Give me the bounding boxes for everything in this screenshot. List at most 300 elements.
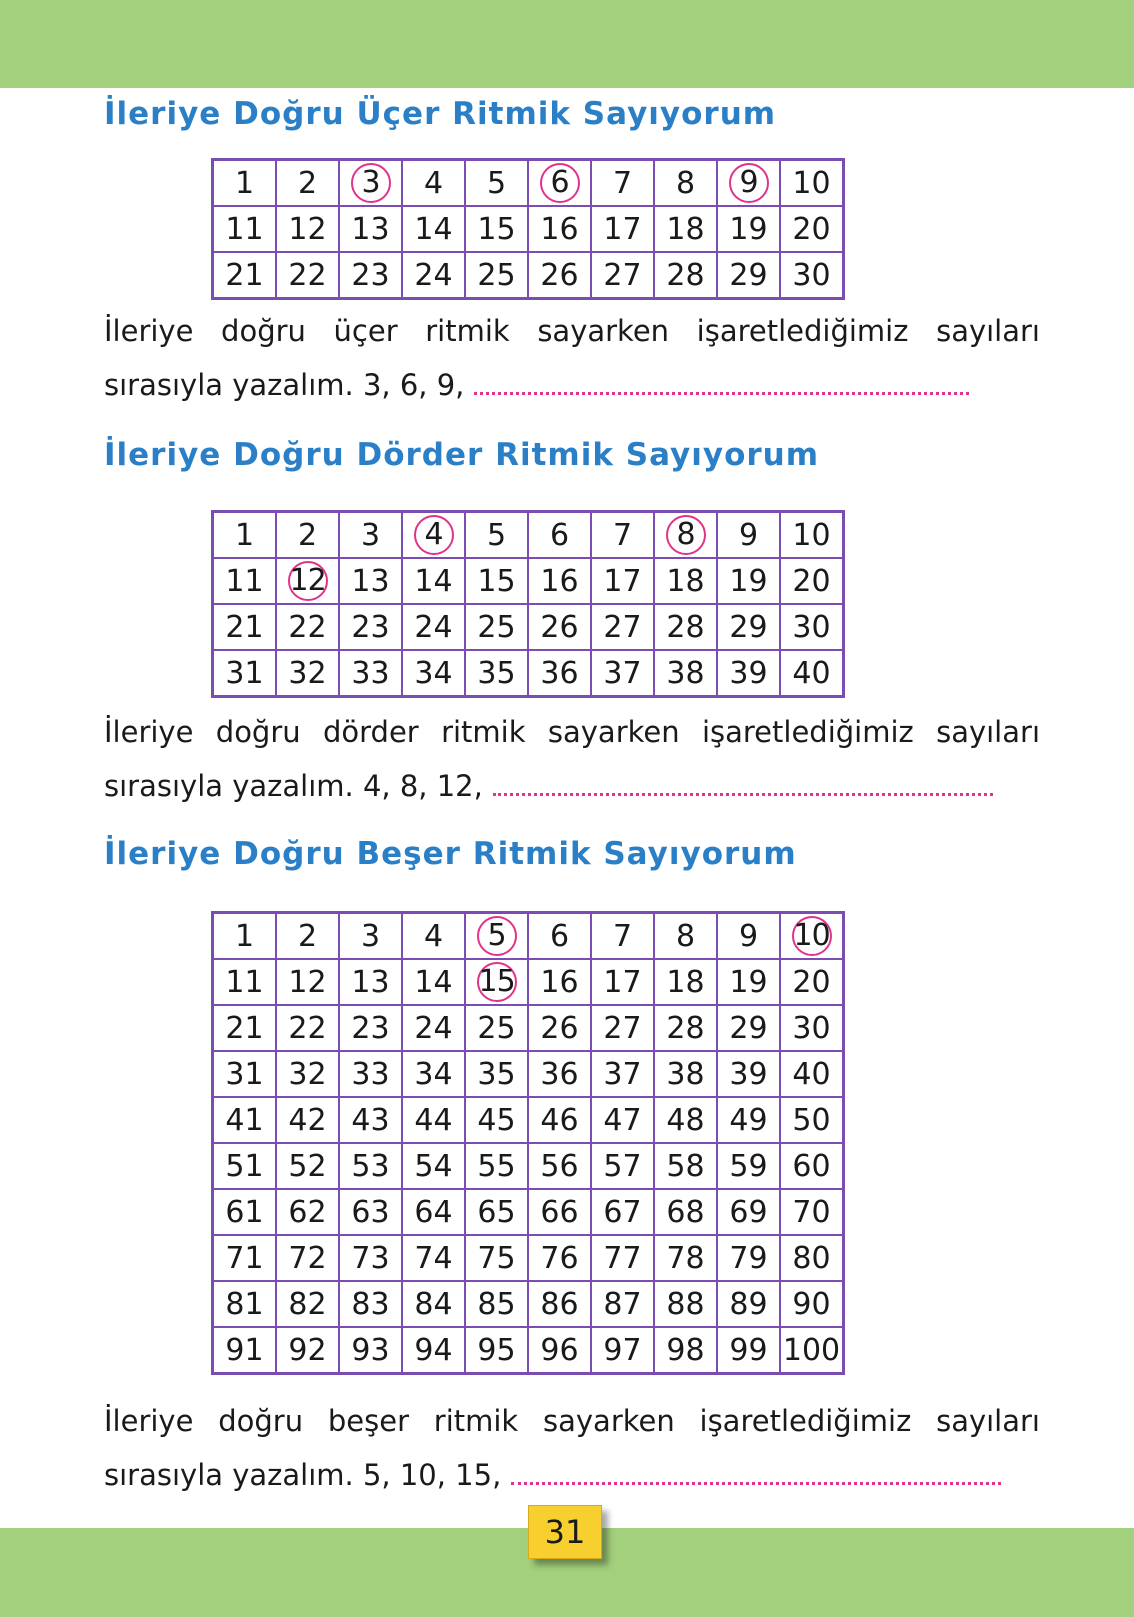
answer-prefix: sırasıyla yazalım. 5, 10, 15, <box>104 1458 502 1492</box>
grid-cell[interactable] <box>465 959 528 1005</box>
grid-cell[interactable] <box>591 1281 654 1327</box>
grid-cell[interactable] <box>465 160 528 207</box>
grid-number: 68 <box>666 1194 705 1230</box>
grid-cell[interactable] <box>591 1189 654 1235</box>
grid-cell[interactable] <box>402 913 465 960</box>
grid-cell[interactable] <box>717 1143 780 1189</box>
grid-cell[interactable] <box>402 206 465 252</box>
grid-number: 44 <box>414 1102 453 1138</box>
grid-number: 26 <box>540 257 579 293</box>
grid-cell[interactable] <box>717 604 780 650</box>
grid-cell[interactable] <box>780 558 844 604</box>
grid-number: 20 <box>792 211 831 247</box>
grid-number: 28 <box>666 257 705 293</box>
grid-number: 6 <box>549 517 570 553</box>
instruction-line-1: İleriye doğru dörder ritmik sayarken işaretlediğimiz sayıları <box>104 715 1040 749</box>
grid-cell[interactable] <box>465 206 528 252</box>
grid-number: 3 <box>360 517 381 553</box>
grid-row <box>213 512 844 559</box>
circled-number: 3 <box>351 163 391 203</box>
grid-cell[interactable] <box>654 1281 717 1327</box>
grid-cell[interactable] <box>528 1097 591 1143</box>
grid-number: 14 <box>414 964 453 1000</box>
grid-cell[interactable] <box>276 512 339 559</box>
grid-cell[interactable] <box>213 1235 277 1281</box>
grid-cell[interactable] <box>780 604 844 650</box>
grid-cell[interactable] <box>591 252 654 299</box>
grid-cell[interactable] <box>591 1051 654 1097</box>
grid-cell[interactable] <box>717 206 780 252</box>
grid-cell[interactable] <box>276 1235 339 1281</box>
grid-number: 98 <box>666 1332 705 1368</box>
grid-cell[interactable] <box>402 1281 465 1327</box>
grid-row <box>213 160 844 207</box>
grid-number: 1 <box>234 517 255 553</box>
grid-cell[interactable] <box>780 1051 844 1097</box>
grid-number: 28 <box>666 609 705 645</box>
grid-number: 13 <box>351 211 390 247</box>
grid-number: 75 <box>477 1240 516 1276</box>
grid-cell[interactable] <box>654 1097 717 1143</box>
grid-cell[interactable] <box>654 558 717 604</box>
instruction-line-2 <box>104 1448 1040 1502</box>
grid-cell[interactable] <box>402 1327 465 1374</box>
grid-number: 2 <box>297 165 318 201</box>
grid-cell[interactable] <box>465 1005 528 1051</box>
grid-number: 26 <box>540 609 579 645</box>
circled-number: 12 <box>288 561 328 601</box>
grid-number: 21 <box>225 257 264 293</box>
grid-cell[interactable] <box>780 160 844 207</box>
grid-cell[interactable] <box>780 252 844 299</box>
grid-number: 56 <box>540 1148 579 1184</box>
grid-cell[interactable] <box>402 1097 465 1143</box>
grid-cell[interactable] <box>654 913 717 960</box>
grid-cell[interactable] <box>717 1327 780 1374</box>
grid-cell[interactable] <box>276 558 339 604</box>
grid-number: 30 <box>792 1010 831 1046</box>
grid-cell[interactable] <box>402 1143 465 1189</box>
grid-number: 29 <box>729 609 768 645</box>
grid-cell[interactable] <box>654 650 717 697</box>
grid-cell[interactable] <box>591 206 654 252</box>
grid-cell[interactable] <box>717 1051 780 1097</box>
grid-number: 31 <box>225 655 264 691</box>
grid-cell[interactable] <box>591 1327 654 1374</box>
grid-cell[interactable] <box>465 252 528 299</box>
grid-number: 32 <box>288 655 327 691</box>
grid-cell[interactable] <box>717 1235 780 1281</box>
grid-cell[interactable] <box>339 1143 402 1189</box>
instruction-threes <box>104 304 1040 412</box>
grid-number: 17 <box>603 563 642 599</box>
grid-row <box>213 1143 844 1189</box>
grid-cell[interactable] <box>780 1235 844 1281</box>
grid-cell[interactable] <box>276 206 339 252</box>
grid-number: 31 <box>225 1056 264 1092</box>
grid-number: 89 <box>729 1286 768 1322</box>
grid-cell[interactable] <box>780 650 844 697</box>
grid-number: 24 <box>414 1010 453 1046</box>
grid-cell[interactable] <box>402 604 465 650</box>
grid-number: 30 <box>792 609 831 645</box>
grid-number: 41 <box>225 1102 264 1138</box>
grid-row <box>213 1097 844 1143</box>
grid-number: 39 <box>729 655 768 691</box>
grid-cell[interactable] <box>591 1097 654 1143</box>
grid-number: 3 <box>360 918 381 954</box>
grid-number: 52 <box>288 1148 327 1184</box>
grid-row <box>213 604 844 650</box>
grid-number: 2 <box>297 918 318 954</box>
instruction-fours <box>104 705 1040 813</box>
grid-cell[interactable] <box>654 959 717 1005</box>
grid-cell[interactable] <box>213 206 277 252</box>
answer-blank[interactable] <box>511 1482 1001 1485</box>
grid-cell[interactable] <box>465 1189 528 1235</box>
grid-cell[interactable] <box>591 1235 654 1281</box>
grid-number: 55 <box>477 1148 516 1184</box>
grid-cell[interactable] <box>402 512 465 559</box>
grid-cell[interactable] <box>528 512 591 559</box>
circled-number: 6 <box>540 163 580 203</box>
grid-cell[interactable] <box>654 206 717 252</box>
grid-cell[interactable] <box>591 512 654 559</box>
grid-cell[interactable] <box>780 1327 844 1374</box>
grid-cell[interactable] <box>213 1189 277 1235</box>
grid-cell[interactable] <box>339 959 402 1005</box>
grid-cell[interactable] <box>528 1235 591 1281</box>
grid-cell[interactable] <box>339 1189 402 1235</box>
grid-cell[interactable] <box>717 959 780 1005</box>
grid-number: 91 <box>225 1332 264 1368</box>
grid-cell[interactable] <box>402 252 465 299</box>
grid-cell[interactable] <box>654 1327 717 1374</box>
grid-number: 37 <box>603 655 642 691</box>
grid-cell[interactable] <box>591 650 654 697</box>
grid-cell[interactable] <box>402 558 465 604</box>
grid-cell[interactable] <box>654 512 717 559</box>
grid-number: 4 <box>423 165 444 201</box>
grid-cell[interactable] <box>717 913 780 960</box>
grid-cell[interactable] <box>780 1189 844 1235</box>
grid-cell[interactable] <box>339 1051 402 1097</box>
answer-blank[interactable] <box>493 793 993 796</box>
grid-cell[interactable] <box>780 206 844 252</box>
grid-cell[interactable] <box>465 512 528 559</box>
grid-cell[interactable] <box>465 650 528 697</box>
grid-cell[interactable] <box>717 1005 780 1051</box>
grid-number: 46 <box>540 1102 579 1138</box>
grid-number: 9 <box>738 918 759 954</box>
grid-cell[interactable] <box>339 160 402 207</box>
grid-cell[interactable] <box>465 1051 528 1097</box>
grid-number: 38 <box>666 655 705 691</box>
grid-cell[interactable] <box>213 1051 277 1097</box>
grid-cell[interactable] <box>339 206 402 252</box>
grid-number: 54 <box>414 1148 453 1184</box>
grid-number: 39 <box>729 1056 768 1092</box>
grid-cell[interactable] <box>780 913 844 960</box>
grid-row <box>213 1051 844 1097</box>
page-number: 31 <box>528 1505 602 1559</box>
grid-number: 8 <box>675 918 696 954</box>
grid-number: 27 <box>603 257 642 293</box>
grid-cell[interactable] <box>591 160 654 207</box>
grid-cell[interactable] <box>339 1097 402 1143</box>
grid-cell[interactable] <box>339 1005 402 1051</box>
grid-cell[interactable] <box>276 1051 339 1097</box>
grid-cell[interactable] <box>528 1005 591 1051</box>
grid-cell[interactable] <box>213 558 277 604</box>
grid-cell[interactable] <box>780 1005 844 1051</box>
grid-cell[interactable] <box>528 650 591 697</box>
grid-number: 67 <box>603 1194 642 1230</box>
grid-cell[interactable] <box>717 252 780 299</box>
grid-cell[interactable] <box>528 1327 591 1374</box>
grid-cell[interactable] <box>402 959 465 1005</box>
grid-cell[interactable] <box>528 913 591 960</box>
grid-number: 33 <box>351 1056 390 1092</box>
grid-number: 15 <box>477 211 516 247</box>
grid-number: 43 <box>351 1102 390 1138</box>
grid-cell[interactable] <box>465 1281 528 1327</box>
grid-cell[interactable] <box>213 913 277 960</box>
grid-cell[interactable] <box>465 1097 528 1143</box>
grid-number: 83 <box>351 1286 390 1322</box>
grid-number: 7 <box>612 165 633 201</box>
grid-number: 47 <box>603 1102 642 1138</box>
grid-cell[interactable] <box>654 1143 717 1189</box>
grid-number: 30 <box>792 257 831 293</box>
grid-cell[interactable] <box>276 252 339 299</box>
grid-cell[interactable] <box>654 604 717 650</box>
grid-cell[interactable] <box>276 604 339 650</box>
grid-number: 53 <box>351 1148 390 1184</box>
grid-number: 24 <box>414 257 453 293</box>
grid-number: 27 <box>603 1010 642 1046</box>
grid-number: 11 <box>225 211 264 247</box>
grid-cell[interactable] <box>213 1281 277 1327</box>
grid-cell[interactable] <box>528 206 591 252</box>
grid-number: 65 <box>477 1194 516 1230</box>
grid-cell[interactable] <box>465 1235 528 1281</box>
circled-number: 9 <box>729 163 769 203</box>
grid-cell[interactable] <box>339 650 402 697</box>
grid-cell[interactable] <box>213 1143 277 1189</box>
grid-cell[interactable] <box>402 160 465 207</box>
grid-cell[interactable] <box>528 959 591 1005</box>
grid-cell[interactable] <box>339 558 402 604</box>
grid-number: 19 <box>729 211 768 247</box>
grid-row <box>213 913 844 960</box>
grid-cell[interactable] <box>717 650 780 697</box>
grid-cell[interactable] <box>528 160 591 207</box>
grid-cell[interactable] <box>780 1097 844 1143</box>
grid-cell[interactable] <box>465 1143 528 1189</box>
heading-counting-by-fives: İleriye Doğru Beşer Ritmik Sayıyorum <box>104 836 797 872</box>
grid-number: 25 <box>477 609 516 645</box>
grid-number: 21 <box>225 1010 264 1046</box>
answer-blank[interactable] <box>474 392 969 395</box>
grid-cell[interactable] <box>528 1189 591 1235</box>
grid-number: 60 <box>792 1148 831 1184</box>
grid-cell[interactable] <box>213 604 277 650</box>
grid-number: 19 <box>729 563 768 599</box>
grid-number: 10 <box>792 165 831 201</box>
grid-cell[interactable] <box>276 1143 339 1189</box>
grid-cell[interactable] <box>717 1189 780 1235</box>
grid-cell[interactable] <box>276 1097 339 1143</box>
grid-number: 78 <box>666 1240 705 1276</box>
grid-cell[interactable] <box>339 1235 402 1281</box>
grid-cell[interactable] <box>276 650 339 697</box>
grid-cell[interactable] <box>276 913 339 960</box>
grid-number: 50 <box>792 1102 831 1138</box>
grid-number: 76 <box>540 1240 579 1276</box>
grid-number: 24 <box>414 609 453 645</box>
grid-cell[interactable] <box>528 1143 591 1189</box>
grid-cell[interactable] <box>339 1281 402 1327</box>
grid-cell[interactable] <box>339 1327 402 1374</box>
grid-row <box>213 252 844 299</box>
grid-number: 16 <box>540 563 579 599</box>
grid-cell[interactable] <box>276 1005 339 1051</box>
grid-number: 69 <box>729 1194 768 1230</box>
grid-cell[interactable] <box>591 913 654 960</box>
grid-number: 23 <box>351 1010 390 1046</box>
grid-cell[interactable] <box>213 1327 277 1374</box>
grid-number: 25 <box>477 257 516 293</box>
grid-cell[interactable] <box>465 1327 528 1374</box>
grid-number: 15 <box>477 563 516 599</box>
grid-number: 28 <box>666 1010 705 1046</box>
grid-cell[interactable] <box>402 1051 465 1097</box>
grid-number: 93 <box>351 1332 390 1368</box>
grid-cell[interactable] <box>339 252 402 299</box>
grid-row <box>213 206 844 252</box>
grid-number: 19 <box>729 964 768 1000</box>
grid-cell[interactable] <box>213 512 277 559</box>
grid-cell[interactable] <box>717 558 780 604</box>
grid-cell[interactable] <box>780 1143 844 1189</box>
grid-cell[interactable] <box>276 1327 339 1374</box>
grid-number: 63 <box>351 1194 390 1230</box>
grid-cell[interactable] <box>780 1281 844 1327</box>
grid-number: 73 <box>351 1240 390 1276</box>
grid-cell[interactable] <box>402 1189 465 1235</box>
grid-cell[interactable] <box>591 558 654 604</box>
grid-cell[interactable] <box>213 1097 277 1143</box>
grid-cell[interactable] <box>276 160 339 207</box>
grid-cell[interactable] <box>528 604 591 650</box>
grid-number: 79 <box>729 1240 768 1276</box>
grid-cell[interactable] <box>528 558 591 604</box>
grid-cell[interactable] <box>591 604 654 650</box>
grid-cell[interactable] <box>591 959 654 1005</box>
grid-number: 17 <box>603 964 642 1000</box>
grid-number: 61 <box>225 1194 264 1230</box>
grid-number: 36 <box>540 1056 579 1092</box>
grid-cell[interactable] <box>654 1005 717 1051</box>
grid-number: 9 <box>738 517 759 553</box>
grid-cell[interactable] <box>717 512 780 559</box>
grid-number: 22 <box>288 609 327 645</box>
grid-cell[interactable] <box>654 252 717 299</box>
grid-cell[interactable] <box>717 1097 780 1143</box>
grid-cell[interactable] <box>654 1189 717 1235</box>
grid-number: 32 <box>288 1056 327 1092</box>
circled-number: 8 <box>666 515 706 555</box>
grid-number: 1 <box>234 165 255 201</box>
grid-number: 59 <box>729 1148 768 1184</box>
grid-number: 48 <box>666 1102 705 1138</box>
grid-cell[interactable] <box>591 1005 654 1051</box>
instruction-line-2 <box>104 759 1040 813</box>
grid-cell[interactable] <box>213 959 277 1005</box>
grid-cell[interactable] <box>528 1051 591 1097</box>
grid-cell[interactable] <box>780 959 844 1005</box>
grid-cell[interactable] <box>276 959 339 1005</box>
grid-number: 20 <box>792 563 831 599</box>
grid-cell[interactable] <box>276 1281 339 1327</box>
grid-number: 2 <box>297 517 318 553</box>
grid-number: 64 <box>414 1194 453 1230</box>
grid-number: 66 <box>540 1194 579 1230</box>
grid-cell[interactable] <box>402 1235 465 1281</box>
grid-number: 13 <box>351 563 390 599</box>
grid-cell[interactable] <box>213 1005 277 1051</box>
instruction-line-1: İleriye doğru üçer ritmik sayarken işaretlediğimiz sayıları <box>104 314 1040 348</box>
grid-cell[interactable] <box>717 1281 780 1327</box>
grid-cell[interactable] <box>465 913 528 960</box>
grid-number: 71 <box>225 1240 264 1276</box>
grid-number: 96 <box>540 1332 579 1368</box>
grid-number: 100 <box>782 1332 841 1368</box>
grid-cell[interactable] <box>528 1281 591 1327</box>
grid-number: 14 <box>414 211 453 247</box>
grid-cell[interactable] <box>591 1143 654 1189</box>
grid-cell[interactable] <box>465 558 528 604</box>
grid-row <box>213 1327 844 1374</box>
grid-cell[interactable] <box>402 1005 465 1051</box>
grid-cell[interactable] <box>402 650 465 697</box>
grid-cell[interactable] <box>528 252 591 299</box>
instruction-fives <box>104 1394 1040 1502</box>
grid-number: 40 <box>792 655 831 691</box>
grid-cell[interactable] <box>654 1235 717 1281</box>
grid-cell[interactable] <box>276 1189 339 1235</box>
grid-number: 14 <box>414 563 453 599</box>
grid-cell[interactable] <box>213 252 277 299</box>
grid-cell[interactable] <box>780 512 844 559</box>
grid-cell[interactable] <box>213 650 277 697</box>
grid-cell[interactable] <box>654 160 717 207</box>
answer-prefix: sırasıyla yazalım. 4, 8, 12, <box>104 769 483 803</box>
grid-number: 21 <box>225 609 264 645</box>
grid-cell[interactable] <box>213 160 277 207</box>
grid-cell[interactable] <box>717 160 780 207</box>
grid-number: 42 <box>288 1102 327 1138</box>
grid-cell[interactable] <box>654 1051 717 1097</box>
grid-number: 62 <box>288 1194 327 1230</box>
grid-number: 88 <box>666 1286 705 1322</box>
grid-cell[interactable] <box>339 604 402 650</box>
grid-cell[interactable] <box>339 512 402 559</box>
grid-cell[interactable] <box>465 604 528 650</box>
grid-cell[interactable] <box>339 913 402 960</box>
number-grid-threes <box>211 158 845 300</box>
